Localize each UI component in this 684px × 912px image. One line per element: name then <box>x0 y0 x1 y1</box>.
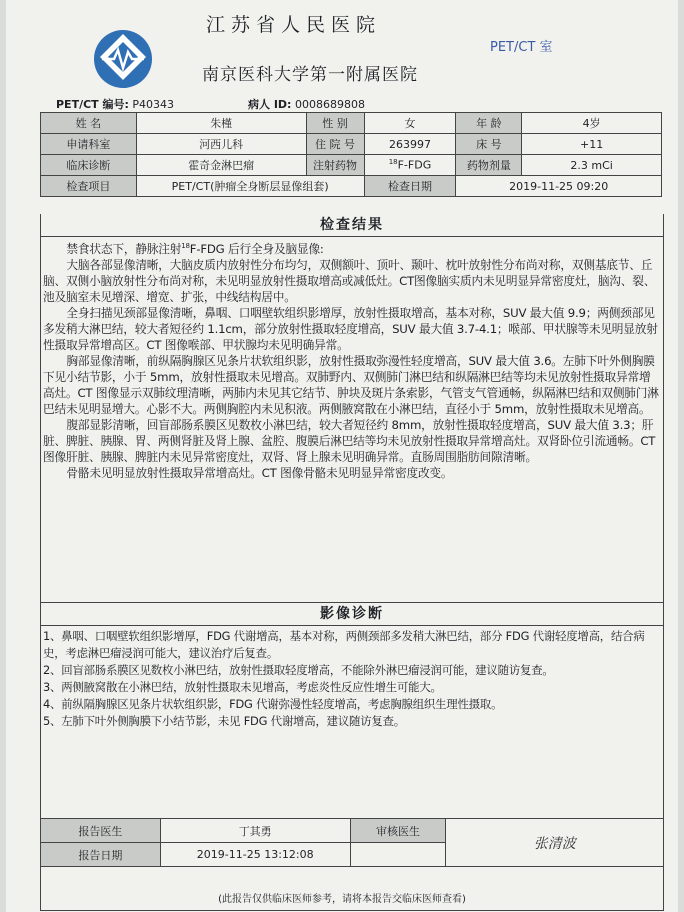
inpatient-label: 住 院 号 <box>306 134 364 155</box>
results-text <box>43 238 659 481</box>
results-intro-a: 禁食状态下，静脉注射 <box>66 241 182 256</box>
footer-note: (此报告仅供临床医师参考，请将本报告交临床医师查看) <box>218 894 466 905</box>
report-date-label: 报告日期 <box>41 843 161 867</box>
tracer <box>364 155 456 176</box>
dept-label: 申请科室 <box>41 134 137 155</box>
report-body <box>40 214 664 911</box>
dose-label: 药物剂量 <box>456 155 522 176</box>
diagnosis-item: 3、两侧腋窝散在小淋巴结，放射性摄取未见增高，考虑炎性反应性增生可能大。 <box>43 680 442 694</box>
doctor-label: 报告医生 <box>41 819 161 843</box>
patient-sex: 女 <box>364 113 456 134</box>
exam-label: 检查项目 <box>41 176 137 197</box>
department-label: PET/CT 室 <box>490 40 553 55</box>
report-date: 2019-11-25 13:12:08 <box>160 843 350 867</box>
bed-label: 床 号 <box>456 134 522 155</box>
results-title: 检查结果 <box>41 214 663 237</box>
hospital-name: 江苏省人民医院 <box>206 14 382 36</box>
results-abdomen: 腹部显影清晰，回盲部肠系膜区见数枚小淋巴结，较大者短径约 8mm，放射性摄取轻度增高，SUV 最大值 3.3；肝脏、脾脏、胰腺、胃、两侧肾脏及肾上腺、盆腔、腹膜后淋巴结等均未见放射性摄取异常增高灶。双肾卧位引流通畅。CT 图像肝脏、胰腺、脾脏内未见异常密度灶，双肾、肾上腺未见明确异常。直肠周围脂肪间隙清晰。 <box>43 417 656 464</box>
tracer-label: 注射药物 <box>306 155 364 176</box>
diagnosis-list <box>43 628 659 730</box>
patient-id-value: 0008689808 <box>294 98 365 111</box>
patient-info-table <box>40 112 662 197</box>
results-intro-sup: 18 <box>181 242 190 250</box>
results-intro-b: F-FDG 后行全身及脑显像: <box>189 241 324 256</box>
empty-cell <box>350 843 446 867</box>
exam-date: 2019-11-25 09:20 <box>456 176 662 197</box>
exam-item: PET/CT(肿瘤全身断层显像组套) <box>136 176 364 197</box>
requesting-dept: 河西儿科 <box>136 134 306 155</box>
results-chest: 胸部显像清晰，前纵隔胸腺区见条片状软组织影，放射性摄取弥漫性轻度增高，SUV 最大值 3.6。左肺下叶外侧胸膜下见小结节影，小于 5mm，放射性摄取未见增高。双肺野内、双侧肺门淋巴结和纵隔淋巴结等均未见放射性摄取异常增高灶。CT 图像显示双肺纹理清晰，两肺内未见其它结节、肿块及斑片条索影，气管支气管通畅，纵隔淋巴结和双侧肺门淋巴结未见明显增大。心影不大。两侧胸腔内未见积液。两侧腋窝散在小淋巴结，直径小于 5mm，放射性摄取未见增高。 <box>43 353 659 416</box>
inpatient-number: 263997 <box>364 134 456 155</box>
bed-number: +11 <box>522 134 662 155</box>
signature-table <box>40 818 664 867</box>
patient-name: 朱槿 <box>136 113 306 134</box>
handwritten-signature: 张清波 <box>533 835 576 852</box>
report-doctor: 丁其勇 <box>160 819 350 843</box>
diagnosis-label: 临床诊断 <box>41 155 137 176</box>
diagnosis-item: 4、前纵隔胸腺区见条片状软组织影，FDG 代谢弥漫性轻度增高，考虑胸腺组织生理性摄取。 <box>43 697 503 711</box>
report-number-value: P40343 <box>132 98 175 111</box>
exam-date-label: 检查日期 <box>364 176 456 197</box>
hospital-logo-icon <box>90 28 156 90</box>
tracer-name: F-FDG <box>397 158 432 172</box>
report-page <box>6 0 678 912</box>
report-number-label: PET/CT 编号: <box>56 98 129 111</box>
results-bone: 骨骼未见明显放射性摄取异常增高灶。CT 图像骨骼未见明显异常密度改变。 <box>66 465 453 480</box>
hospital-subtitle: 南京医科大学第一附属医院 <box>202 65 418 85</box>
patient-id <box>248 96 365 112</box>
name-label: 姓 名 <box>41 113 137 134</box>
reviewer-signature <box>446 819 664 867</box>
dose-value: 2.3 mCi <box>522 155 662 176</box>
diagnosis-item: 2、回盲部肠系膜区见数枚小淋巴结，放射性摄取轻度增高，不能除外淋巴瘤浸润可能，建议随访复查。 <box>43 663 554 677</box>
age-label: 年 龄 <box>456 113 522 134</box>
results-intro <box>43 238 659 257</box>
diagnosis-item: 1、鼻咽、口咽壁软组织影增厚，FDG 代谢增高，基本对称，两侧颈部多发稍大淋巴结，部分 FDG 代谢轻度增高，结合病史，考虑淋巴瘤浸润可能大，建议治疗后复查。 <box>43 629 645 660</box>
results-brain: 大脑各部显像清晰，大脑皮质内放射性分布均匀，双侧额叶、顶叶、颞叶、枕叶放射性分布尚对称，双侧基底节、丘脑、双侧小脑放射性分布尚对称，未见明显放射性摄取增高或减低灶。CT图像脑实质内未见明显异常密度灶，脑沟、裂、池及脑室未见增深、增宽、扩张，中线结构居中。 <box>43 257 656 304</box>
diagnosis-title: 影像诊断 <box>41 602 663 626</box>
results-neck: 全身扫描见颈部显像清晰，鼻咽、口咽壁软组织影增厚，放射性摄取增高，基本对称，SUV 最大值 9.9；两侧颈部见多发稍大淋巴结，较大者短径约 1.1cm，部分放射性摄取轻度增高，SUV 最大值 3.7-4.1；喉部、甲状腺等未见明显放射性摄取异常增高区。CT 图像喉部、甲状腺均未见明确异常。 <box>43 305 658 352</box>
sex-label: 性 别 <box>306 113 364 134</box>
clinical-diagnosis: 霍奇金淋巴瘤 <box>136 155 306 176</box>
reviewer-label: 审核医生 <box>350 819 446 843</box>
report-number <box>56 96 174 112</box>
patient-age: 4岁 <box>522 113 662 134</box>
tracer-isotope: 18 <box>388 158 398 167</box>
patient-id-label: 病人 ID: <box>248 98 292 111</box>
diagnosis-item: 5、左肺下叶外侧胸膜下小结节影，未见 FDG 代谢增高，建议随访复查。 <box>43 714 405 728</box>
